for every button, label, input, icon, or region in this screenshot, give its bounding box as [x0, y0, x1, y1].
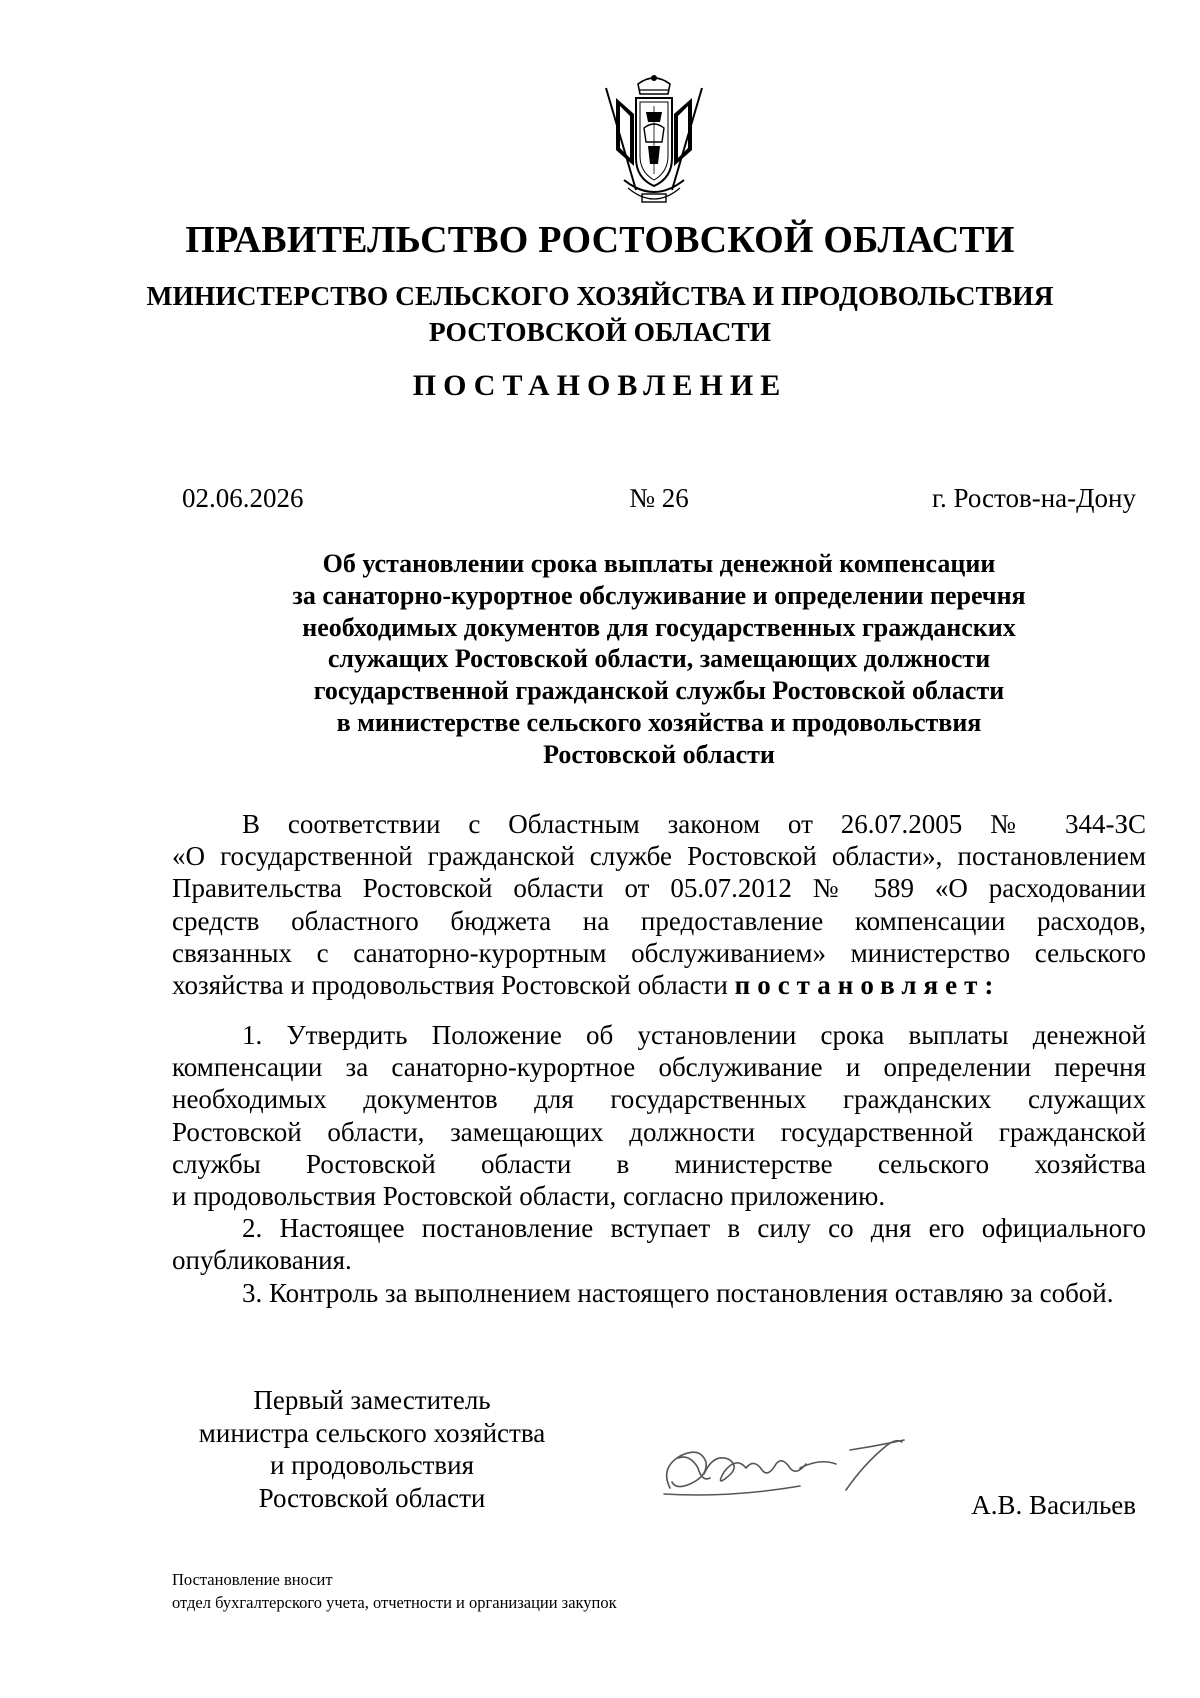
document-number: № 26: [629, 483, 689, 513]
point-2-last-line: опубликования.: [172, 1245, 352, 1276]
document-type: ПОСТАНОВЛЕНИЕ: [412, 369, 788, 402]
preamble-last-line: [172, 969, 1146, 1001]
signer-position-line: министра сельского хозяйства: [198, 1417, 546, 1448]
rostov-oblast-coat-of-arms-icon: [594, 70, 714, 212]
point-2-line: 2. Настоящее постановление вступает в силу со дня его официального: [242, 1213, 1146, 1244]
heading-line: Об установлении срока выплаты денежной компенсации: [322, 549, 996, 578]
point-3-line: 3. Контроль за выполнением настоящего постановления оставляю за собой.: [242, 1277, 1114, 1308]
handwritten-signature: [650, 1428, 922, 1512]
preamble-line: «О государственной гражданской службе Ростовской области», постановлением: [172, 841, 1146, 872]
point-1-line: Ростовской области, замещающих должности государственной гражданской: [172, 1116, 1146, 1147]
preamble-line: В соответствии с Областным законом от 26.07.2005 № 344-ЗС: [242, 809, 1146, 839]
point-1-line: компенсации за санаторно-курортное обслуживание и определении перечня: [172, 1052, 1146, 1083]
preamble-paragraph: [172, 808, 1146, 1001]
footer-line: отдел бухгалтерского учета, отчетности и организации закупок: [172, 1593, 617, 1612]
signer-position-line: Первый заместитель: [253, 1385, 491, 1415]
signer-position-line: и продовольствия: [269, 1450, 474, 1480]
heading-line: за санаторно-курортное обслуживание и определении перечня: [292, 580, 1026, 610]
ministry-title: [0, 278, 1200, 350]
preamble-line: Правительства Ростовской области от 05.07.2012 № 589 «О расходовании: [172, 873, 1146, 904]
document-heading: [170, 548, 1148, 771]
resolution-points: [172, 1019, 1146, 1309]
decree-word: постановляет:: [734, 970, 1001, 1001]
ministry-title-line: МИНИСТЕРСТВО СЕЛЬСКОГО ХОЗЯЙСТВА И ПРОДОВОЛЬСТВИЯ: [146, 280, 1054, 311]
preamble-line: связанных с санаторно-курортным обслуживанием» министерство сельского: [172, 937, 1146, 968]
heading-line: служащих Ростовской области, замещающих должности: [327, 644, 991, 674]
point-1-line: 1. Утвердить Положение об установлении срока выплаты денежной: [242, 1020, 1146, 1050]
government-title: ПРАВИТЕЛЬСТВО РОСТОВСКОЙ ОБЛАСТИ: [185, 219, 1015, 261]
document-city: г. Ростов-на-Дону: [931, 483, 1136, 513]
document-meta: [182, 481, 1136, 515]
ministry-title-line: РОСТОВСКОЙ ОБЛАСТИ: [428, 316, 772, 347]
document-footer: [172, 1568, 617, 1614]
heading-line: необходимых документов для государственных гражданских: [302, 612, 1016, 642]
heading-line: в министерстве сельского хозяйства и продовольствия: [336, 707, 982, 737]
preamble-line: средств областного бюджета на предоставление компенсации расходов,: [172, 905, 1146, 936]
footer-line: Постановление вносит: [172, 1570, 333, 1589]
preamble-last-text: хозяйства и продовольствия Ростовской области: [172, 970, 728, 1001]
signer-position-line: Ростовской области: [258, 1482, 486, 1513]
point-1-last-line: и продовольствия Ростовской области, согласно приложению.: [172, 1181, 886, 1212]
heading-line: государственной гражданской службы Ростовской области: [313, 676, 1005, 706]
signer-position: [172, 1384, 572, 1514]
document-date: 02.06.2026: [182, 483, 304, 513]
signer-name: А.В. Васильев: [971, 1490, 1136, 1520]
heading-line: Ростовской области: [543, 739, 775, 769]
point-1-line: необходимых документов для государственных гражданских служащих: [172, 1084, 1146, 1115]
point-1-line: службы Ростовской области в министерстве сельского хозяйства: [172, 1148, 1146, 1179]
